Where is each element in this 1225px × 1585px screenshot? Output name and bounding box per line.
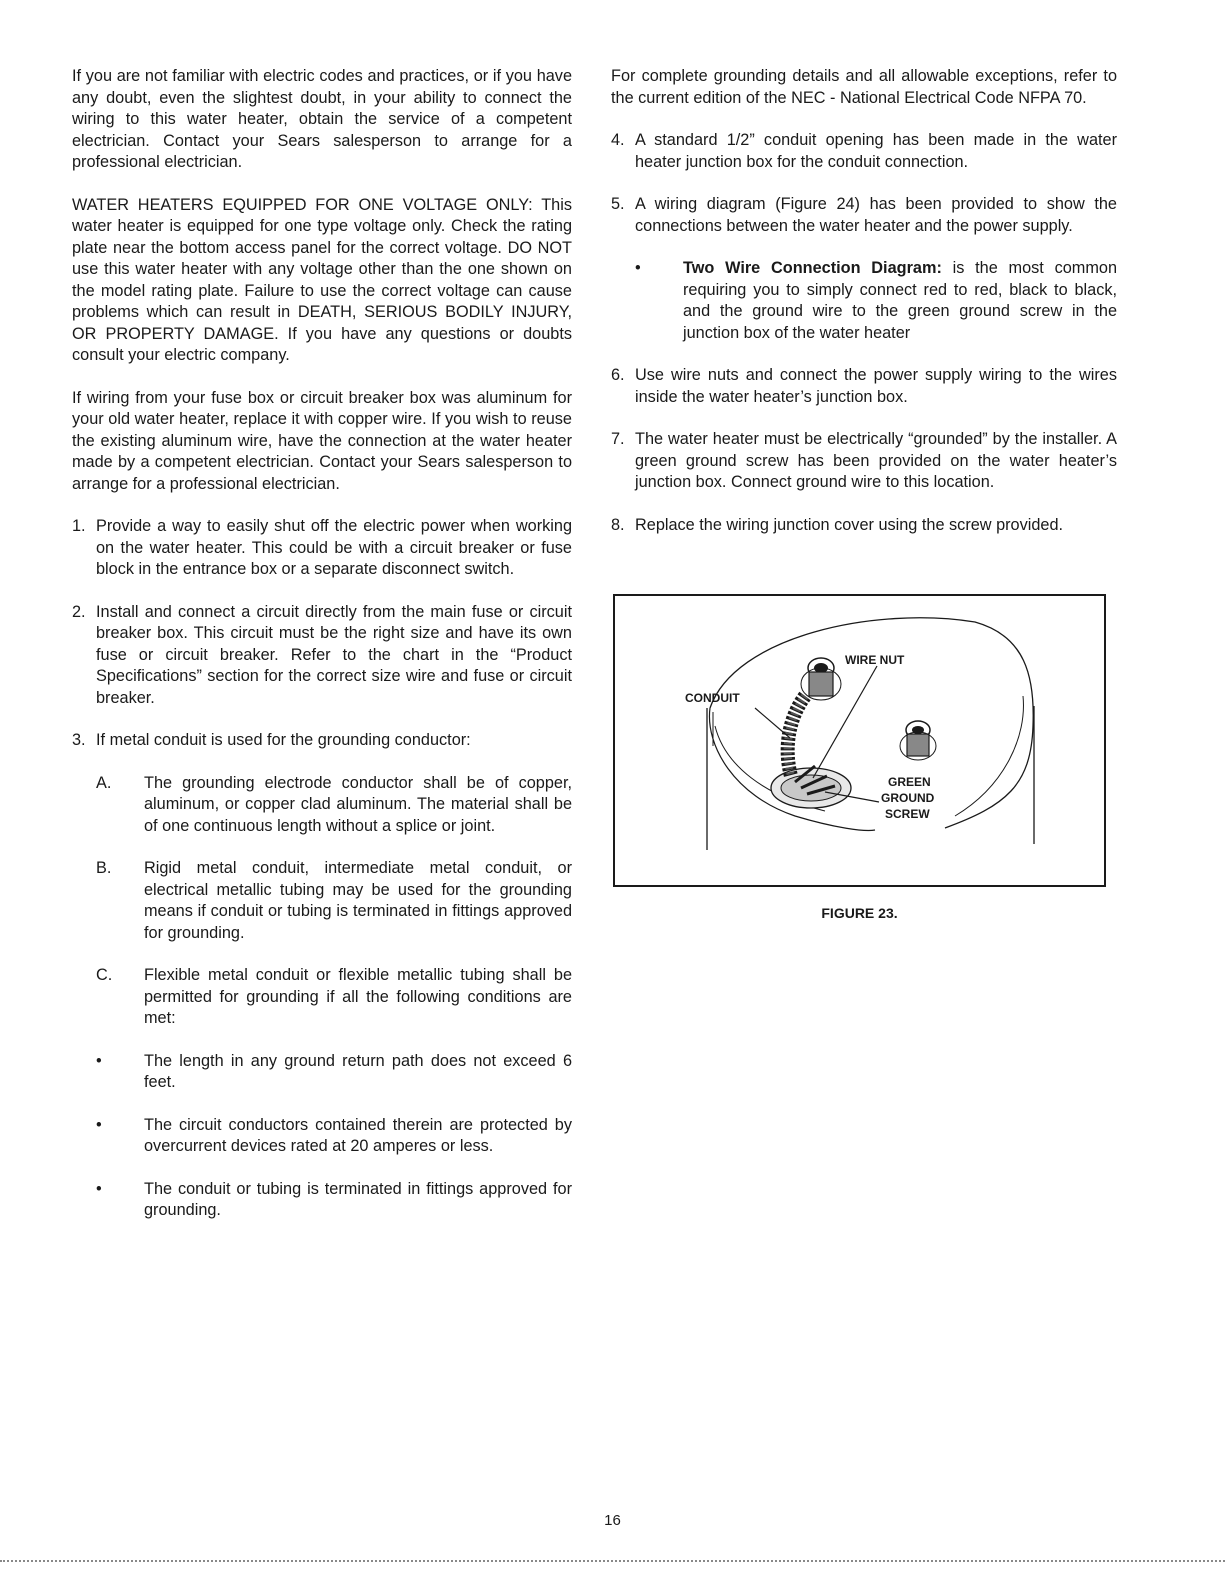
- aluminum-paragraph: If wiring from your fuse box or circuit breaker box was aluminum for your old water heater, replace it with copper wire. If you wish to reuse the existing aluminum wire, have the connection at the water heater made by a competent electrician. Contact your Sears salesperson to arrange for a professional electrician.: [72, 388, 572, 493]
- right-column: [611, 66, 1117, 557]
- list-text: Provide a way to easily shut off the electric power when working on the water heater. This could be with a circuit breaker or fuse block in the entrance box or a separate disconnect switch.: [96, 517, 572, 578]
- sub-list-letter: A.: [96, 773, 112, 792]
- sub-list-item: [96, 965, 572, 1030]
- bullet-mark: •: [96, 1051, 102, 1070]
- list-item: [611, 130, 1117, 173]
- list-number: 4.: [611, 131, 625, 149]
- sub-list-item: [96, 773, 572, 838]
- label-ground: GROUND: [881, 791, 935, 805]
- list-text: Use wire nuts and connect the power supply wiring to the wires inside the water heater’s junction box.: [635, 366, 1117, 406]
- page-bottom-rule: [0, 1560, 1225, 1562]
- list-number: 1.: [72, 517, 86, 535]
- sub-list-text: The grounding electrode conductor shall be of copper, aluminum, or copper clad aluminum. The material shall be of one continuous length without a splice or joint.: [144, 773, 572, 835]
- sub-list-item: [96, 858, 572, 944]
- bullet-item: [96, 1051, 572, 1094]
- intro-paragraph: If you are not familiar with electric codes and practices, or if you have any doubt, even the slightest doubt, in your ability to connect the wiring to this water heater, obtain the service of a competent electrician. Contact your Sears salesperson to arrange for a professional electrician.: [72, 67, 572, 171]
- page-number: 16: [604, 1512, 621, 1529]
- list-text: A standard 1/2” conduit opening has been made in the water heater junction box for the conduit connection.: [635, 131, 1117, 171]
- list-item: [611, 194, 1117, 237]
- bullet-text: The circuit conductors contained therein are protected by overcurrent devices rated at 20 amperes or less.: [144, 1115, 572, 1155]
- label-green: GREEN: [888, 775, 931, 789]
- sub-list-letter: B.: [96, 859, 112, 877]
- list-item: [72, 516, 572, 581]
- bullet-text: The conduit or tubing is terminated in fittings approved for grounding.: [144, 1179, 572, 1219]
- bullet-item: [635, 258, 1117, 344]
- list-number: 6.: [611, 366, 625, 384]
- figure-caption: FIGURE 23.: [821, 905, 898, 921]
- list-item: [611, 515, 1117, 537]
- voltage-paragraph: WATER HEATERS EQUIPPED FOR ONE VOLTAGE ONLY: This water heater is equipped for one type voltage only. Check the rating plate near the bottom access panel for the correct voltage. DO NOT use this water heater with any voltage other than the one shown on the model rating plate. Failure to use the correct voltage can cause problems which can result in DEATH, SERIOUS BODILY INJURY, OR PROPERTY DAMAGE. If you have any questions or doubts consult your electric company.: [72, 195, 572, 364]
- figure-23-frame: [613, 594, 1106, 887]
- list-text: The water heater must be electrically “grounded” by the installer. A green ground screw has been provided on the water heater’s junction box. Connect ground wire to this location.: [635, 430, 1117, 491]
- list-text: If metal conduit is used for the grounding conductor:: [96, 731, 471, 749]
- list-text: Replace the wiring junction cover using the screw provided.: [635, 515, 1064, 534]
- wire-nut-body: [809, 672, 833, 696]
- bullet-text: The length in any ground return path does not exceed 6 feet.: [144, 1051, 572, 1091]
- fitting-body: [907, 734, 929, 756]
- left-column: [72, 66, 572, 1243]
- bullet-mark: •: [96, 1179, 102, 1198]
- bullet-mark: •: [96, 1115, 102, 1134]
- list-number: 8.: [611, 515, 625, 534]
- list-number: 7.: [611, 430, 625, 448]
- list-text: Install and connect a circuit directly from the main fuse or circuit breaker box. This circuit must be the right size and have its own fuse or circuit breaker. Refer to the chart in the “Product Specifications” section for the correct size wire and fuse or circuit breaker.: [96, 602, 572, 707]
- tank-inner-rim-right: [955, 696, 1023, 816]
- list-item: [611, 365, 1117, 408]
- bullet-bold-label: Two Wire Connection Diagram:: [683, 259, 942, 277]
- bullet-text: [683, 258, 1117, 344]
- list-item: [72, 730, 572, 752]
- list-number: 2.: [72, 602, 86, 621]
- label-conduit: CONDUIT: [685, 691, 740, 705]
- sub-list-text: Flexible metal conduit or flexible metallic tubing shall be permitted for grounding if all the following conditions are met:: [144, 966, 572, 1027]
- label-wire-nut: WIRE NUT: [845, 653, 905, 667]
- sub-list-letter: C.: [96, 966, 113, 984]
- bullet-item: [96, 1115, 572, 1158]
- grounding-intro: For complete grounding details and all allowable exceptions, refer to the current edition of the NEC - National Electrical Code NFPA 70.: [611, 67, 1117, 107]
- list-text: A wiring diagram (Figure 24) has been provided to show the connections between the water heater and the power supply.: [635, 195, 1117, 235]
- list-item: [72, 602, 572, 710]
- list-item: [611, 429, 1117, 494]
- bullet-mark: •: [635, 259, 641, 277]
- list-number: 3.: [72, 731, 86, 749]
- water-heater-illustration: [615, 596, 1104, 885]
- bullet-body: is the most common requiring you to simply connect red to red, black to black, and the ground wire to the green ground screw in the junction box of the water heater: [683, 259, 1117, 342]
- label-screw: SCREW: [885, 807, 930, 821]
- sub-list-text: Rigid metal conduit, intermediate metal conduit, or electrical metallic tubing may be used for the grounding means if conduit or tubing is terminated in fittings approved for grounding.: [144, 859, 572, 942]
- bullet-item: [96, 1179, 572, 1222]
- list-number: 5.: [611, 195, 625, 213]
- tank-top-outline: [710, 618, 1033, 828]
